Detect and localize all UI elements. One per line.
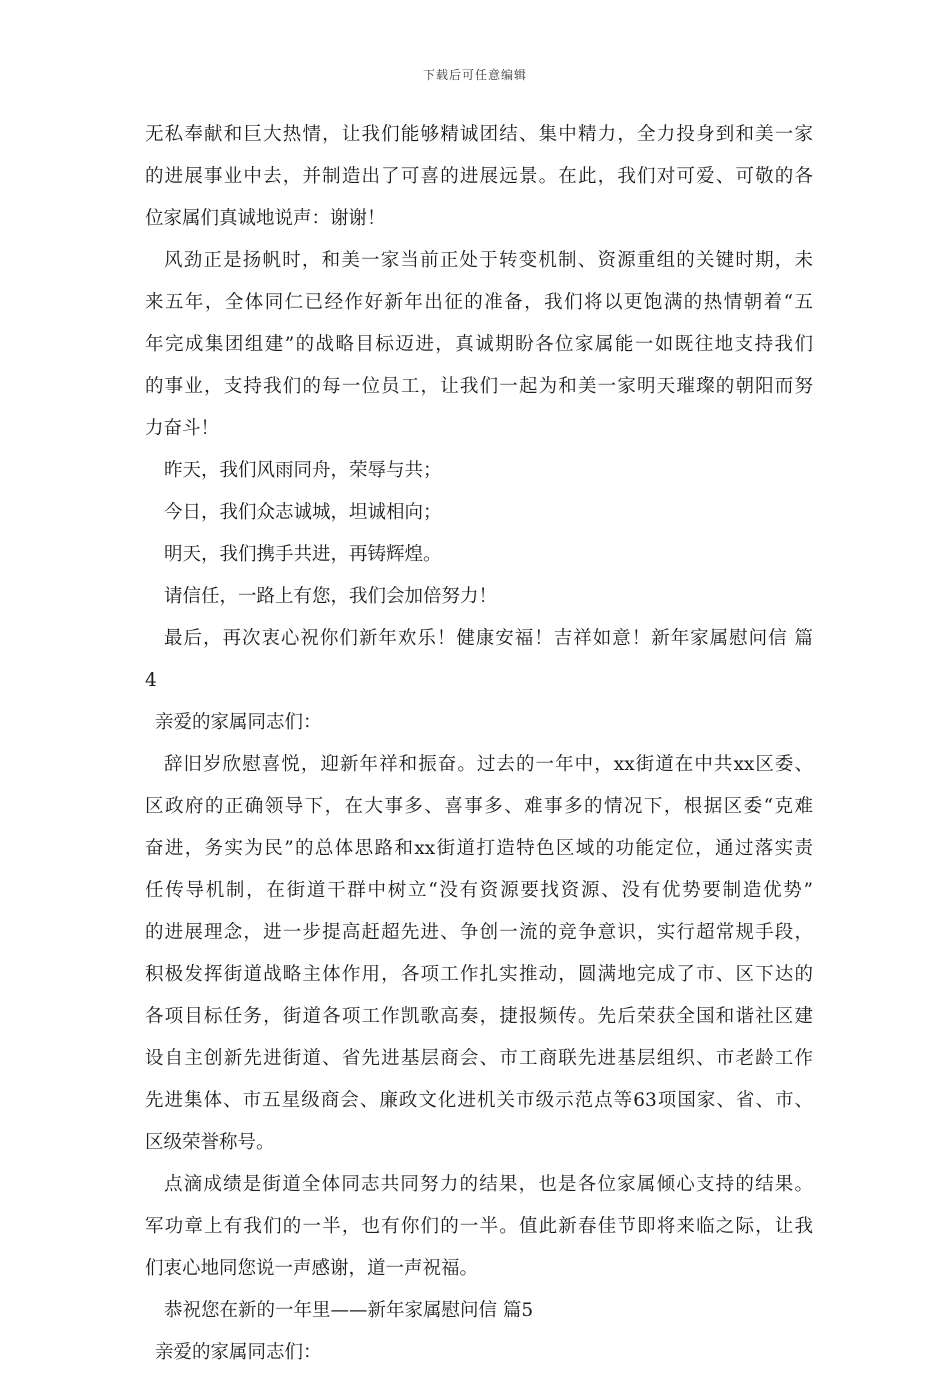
- page-header-note: 下载后可任意编辑: [422, 68, 527, 82]
- text-line: 区级荣誉称号。: [145, 1132, 275, 1153]
- text-line: 点滴成绩是街道全体同志共同努力的结果，也是各位家属倾心支持的结果。: [164, 1174, 813, 1195]
- text-line: 军功章上有我们的一半，也有你们的一半。值此新春佳节即将来临之际，让我: [145, 1216, 813, 1237]
- text-line: 的事业，支持我们的每一位员工，让我们一起为和美一家明天璀璨的朝阳而努: [145, 376, 813, 397]
- section-heading: 恭祝您在新的一年里——新年家属慰问信 篇5: [164, 1300, 534, 1321]
- text-line: 位家属们真诚地说声：谢谢！: [145, 208, 386, 229]
- text-line: 辞旧岁欣慰喜悦，迎新年祥和振奋。过去的一年中，xx街道在中共xx区委、: [164, 754, 813, 775]
- text-line: 4: [145, 670, 157, 691]
- text-line: 设自主创新先进街道、省先进基层商会、市工商联先进基层组织、市老龄工作: [145, 1048, 813, 1069]
- text-line: 区政府的正确领导下，在大事多、喜事多、难事多的情况下，根据区委“克难: [145, 796, 813, 817]
- text-line: 先进集体、市五星级商会、廉政文化进机关市级示范点等63项国家、省、市、: [145, 1090, 813, 1111]
- text-line: 年完成集团组建”的战略目标迈进，真诚期盼各位家属能一如既往地支持我们: [145, 334, 813, 355]
- text-line: 无私奉献和巨大热情，让我们能够精诚团结、集中精力，全力投身到和美一家: [145, 124, 813, 145]
- text-line: 积极发挥街道战略主体作用，各项工作扎实推动，圆满地完成了市、区下达的: [145, 964, 813, 985]
- text-line: 的进展事业中去，并制造出了可喜的进展远景。在此，我们对可爱、可敬的各: [145, 166, 813, 187]
- text-line: 各项目标任务，街道各项工作凯歌高奏，捷报频传。先后荣获全国和谐社区建: [145, 1006, 813, 1027]
- text-line: 力奋斗！: [145, 418, 220, 439]
- text-line: 明天，我们携手共进，再铸辉煌。: [164, 544, 442, 565]
- text-line: 今日，我们众志诚城，坦诚相向；: [164, 502, 442, 523]
- text-line: 奋进，务实为民”的总体思路和xx街道打造特色区域的功能定位，通过落实责: [145, 838, 813, 859]
- salutation: 亲爱的家属同志们：: [155, 1342, 322, 1363]
- text-line: 风劲正是扬帆时，和美一家当前正处于转变机制、资源重组的关键时期，未: [164, 250, 813, 271]
- text-line: 来五年，全体同仁已经作好新年出征的准备，我们将以更饱满的热情朝着“五: [145, 292, 813, 313]
- text-line: 任传导机制，在街道干群中树立“没有资源要找资源、没有优势要制造优势”: [145, 880, 813, 901]
- text-line: 们衷心地同您说一声感谢，道一声祝福。: [145, 1258, 479, 1279]
- text-line: 请信任，一路上有您，我们会加倍努力！: [164, 586, 498, 607]
- salutation: 亲爱的家属同志们：: [155, 712, 322, 733]
- text-line: 最后，再次衷心祝你们新年欢乐！健康安福！吉祥如意！新年家属慰问信 篇: [164, 628, 813, 649]
- document-body: [145, 114, 813, 1374]
- text-line: 的进展理念，进一步提高赶超先进、争创一流的竞争意识，实行超常规手段，: [145, 922, 813, 943]
- text-line: 昨天，我们风雨同舟，荣辱与共；: [164, 460, 442, 481]
